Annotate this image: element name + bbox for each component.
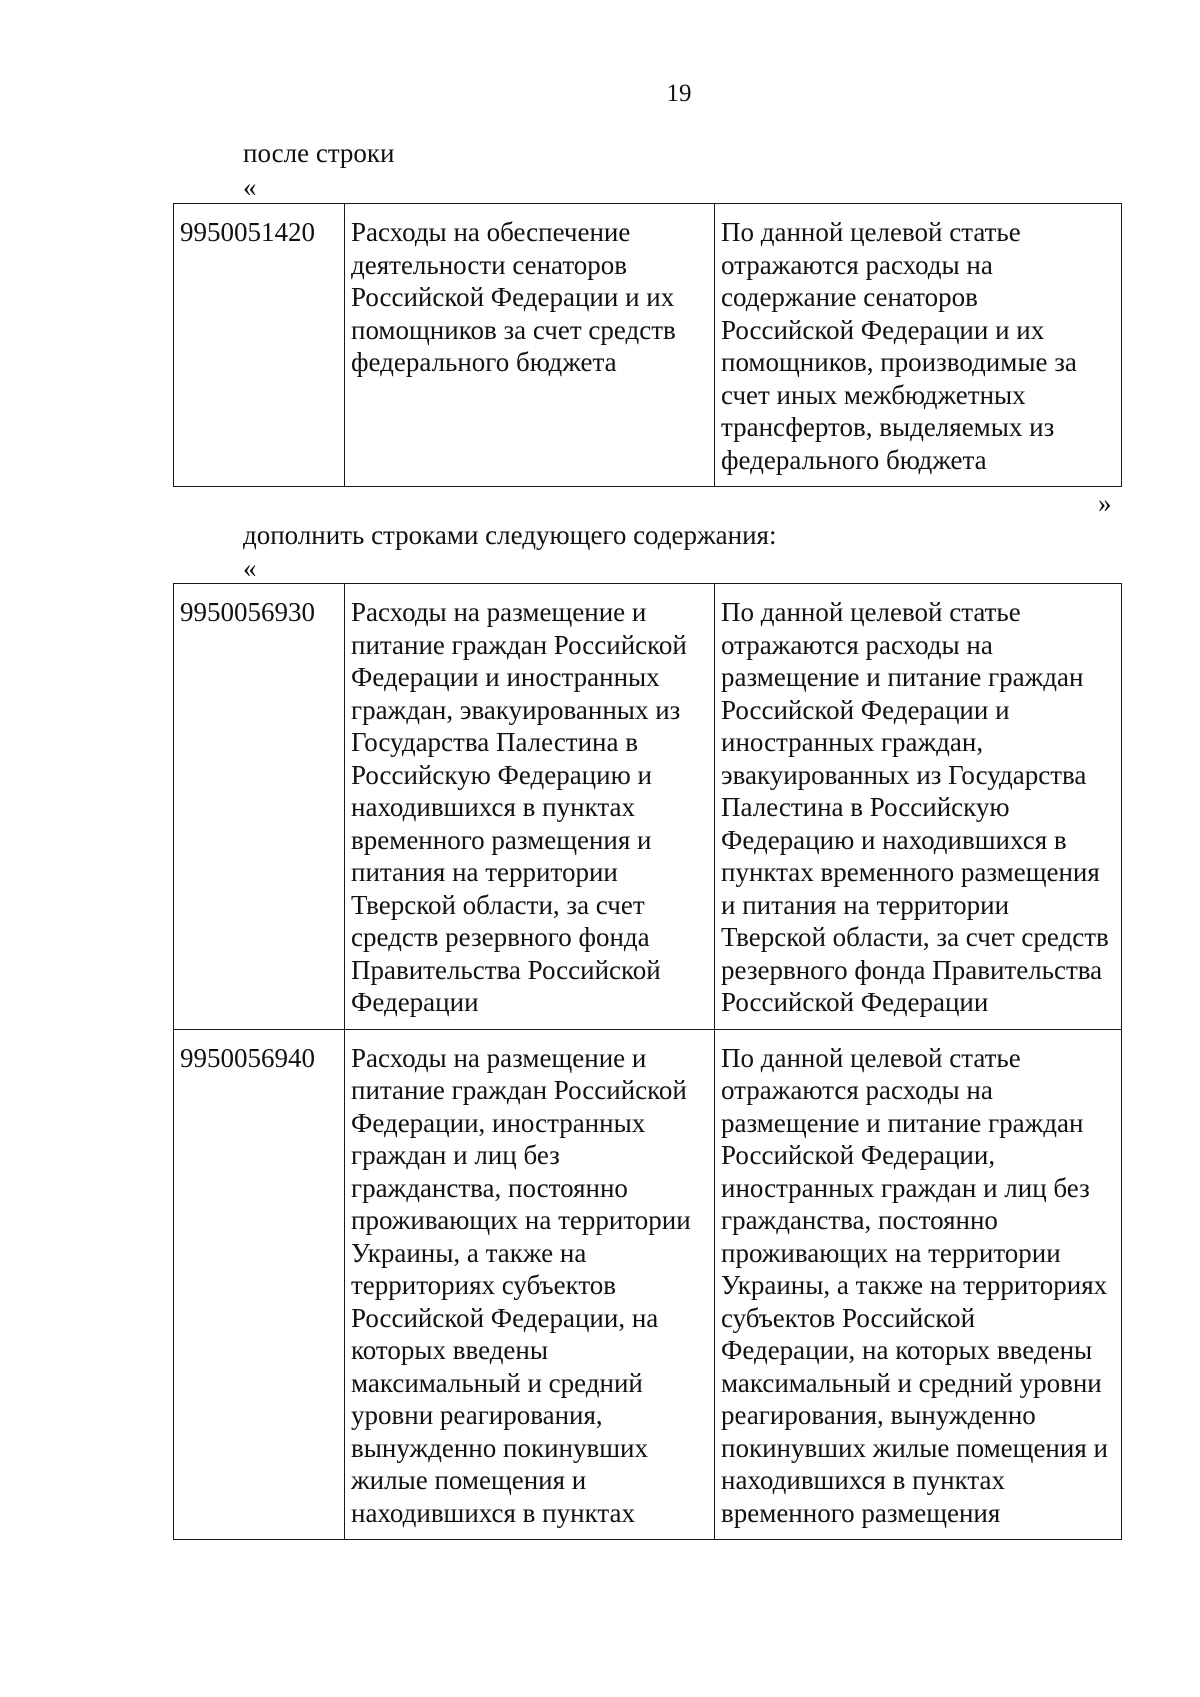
target-description-cell: По данной целевой статье отражаются расходы на размещение и питание граждан Российской Федерации, иностранных граждан и лиц без гражданства, постоянно проживающих на территории Украины, а также на территориях субъектов Российской Федерации, на которых введены максимальный и средний уровни реагирования, вынужденно покинувших жилые помещения и находившихся в пунктах временного размещения [715,1029,1122,1540]
table-row [174,204,1122,487]
target-description-cell: По данной целевой статье отражаются расходы на содержание сенаторов Российской Федерации и их помощников, производимые за счет иных межбюджетных трансфертов, выделяемых из федерального бюджета [715,204,1122,487]
target-description-cell: По данной целевой статье отражаются расходы на размещение и питание граждан Российской Федерации и иностранных граждан, эвакуированных из Государства Палестина в Российскую Федерацию и находившихся в пунктах временного размещения и питания на территории Тверской области, за счет средств резервного фонда Правительства Российской Федерации [715,584,1122,1030]
target-name-cell: Расходы на размещение и питание граждан Российской Федерации, иностранных граждан и лиц без гражданства, постоянно проживающих на территории Украины, а также на территориях субъектов Российской Федерации, на которых введены максимальный и средний уровни реагирования, вынужденно покинувших жилые помещения и находившихся в пунктах [345,1029,715,1540]
target-code-cell: 9950056940 [174,1029,345,1540]
supplement-text: дополнить строками следующего содержания: [243,520,777,550]
page-number: 19 [666,80,692,107]
open-quote-1: « [243,172,257,202]
table-row [174,1029,1122,1540]
table-row [174,584,1122,1030]
amendment-table-new-rows [173,583,1122,1540]
intro-text: после строки [243,138,395,168]
amendment-table-old-row [173,203,1122,487]
target-code-cell: 9950051420 [174,204,345,487]
target-name-cell: Расходы на размещение и питание граждан Российской Федерации и иностранных граждан, эвакуированных из Государства Палестина в Российскую Федерацию и находившихся в пунктах временного размещения и питания на территории Тверской области, за счет средств резервного фонда Правительства Российской Федерации [345,584,715,1030]
target-code-cell: 9950056930 [174,584,345,1030]
target-name-cell: Расходы на обеспечение деятельности сенаторов Российской Федерации и их помощников за счет средств федерального бюджета [345,204,715,487]
open-quote-2: « [243,553,257,583]
close-quote-1: » [1098,488,1112,518]
